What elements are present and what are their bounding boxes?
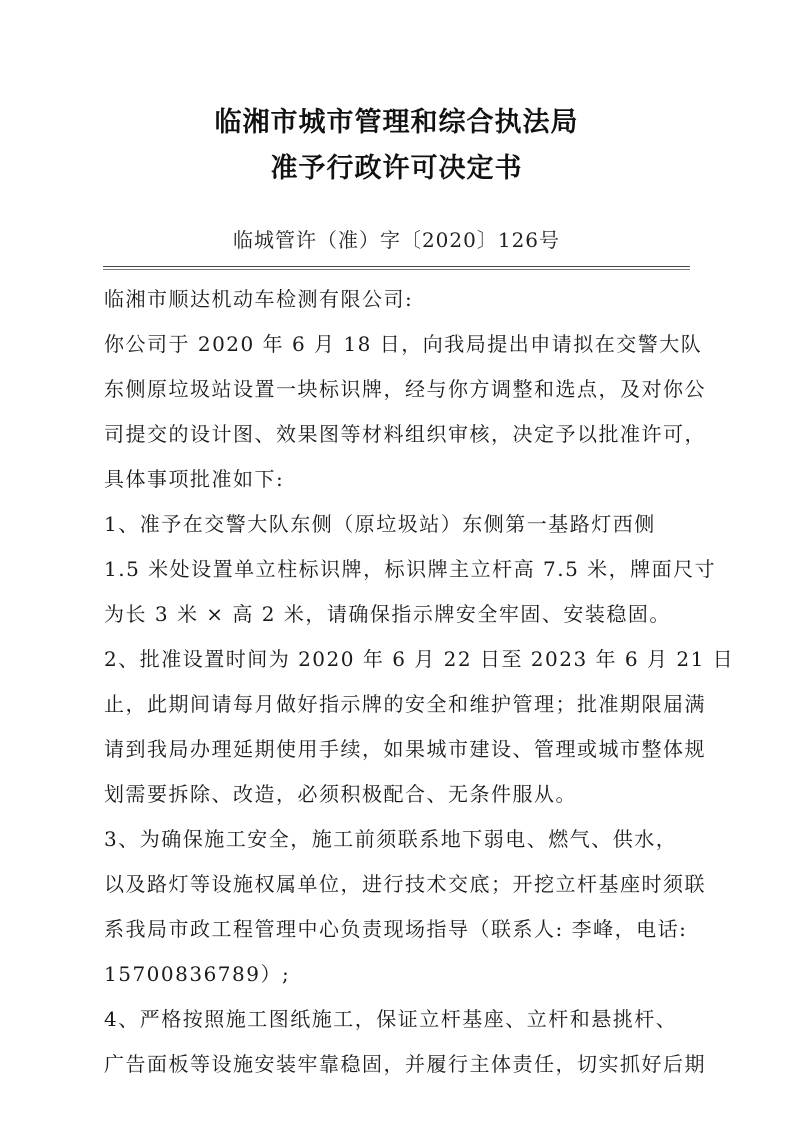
body-line: 广告面板等设施安装牢靠稳固，并履行主体责任，切实抓好后期 — [104, 1052, 706, 1076]
body-line: 15700836789）; — [104, 962, 291, 986]
document-title-line2: 准予行政许可决定书 — [270, 153, 523, 184]
document-number: 临城管许（准）字〔2020〕126号 — [232, 228, 561, 252]
body-line: 止，此期间请每月做好指示牌的安全和维护管理；批准期限届满 — [104, 692, 706, 716]
body-line: 司提交的设计图、效果图等材料组织审核，决定予以批准许可， — [104, 422, 706, 446]
body-line: 请到我局办理延期使用手续，如果城市建设、管理或城市整体规 — [104, 737, 706, 761]
body-line: 系我局市政工程管理中心负责现场指导（联系人: 李峰，电话: — [104, 917, 688, 941]
addressee-line: 临湘市顺达机动车检测有限公司: — [104, 287, 414, 311]
body-line: 2、批准设置时间为 2020 年 6 月 22 日至 2023 年 6 月 21 日 — [104, 647, 735, 671]
body-line: 3、为确保施工安全，施工前须联系地下弱电、燃气、供水， — [104, 827, 678, 851]
body-line: 以及路灯等设施权属单位，进行技术交底；开挖立杆基座时须联 — [104, 872, 706, 896]
header-divider-thin — [103, 269, 690, 270]
body-line: 你公司于 2020 年 6 月 18 日，向我局提出申请拟在交警大队 — [104, 332, 703, 356]
body-line: 1、准予在交警大队东侧（原垃圾站）东侧第一基路灯西侧 — [104, 512, 656, 536]
body-line: 4、严格按照施工图纸施工，保证立杆基座、立杆和悬挑杆、 — [104, 1007, 678, 1031]
body-line: 东侧原垃圾站设置一块标识牌，经与你方调整和选点，及对你公 — [104, 377, 706, 401]
body-line: 具体事项批准如下: — [104, 467, 285, 491]
body-line: 1.5 米处设置单立柱标识牌，标识牌主立杆高 7.5 米，牌面尺寸 — [104, 557, 717, 581]
header-divider — [103, 266, 690, 267]
body-line: 为长 3 米 × 高 2 米，请确保指示牌安全牢固、安装稳固。 — [104, 602, 671, 626]
body-line: 划需要拆除、改造，必须积极配合、无条件服从。 — [104, 782, 577, 806]
document-title-line1: 临湘市城市管理和综合执法局 — [214, 107, 579, 138]
